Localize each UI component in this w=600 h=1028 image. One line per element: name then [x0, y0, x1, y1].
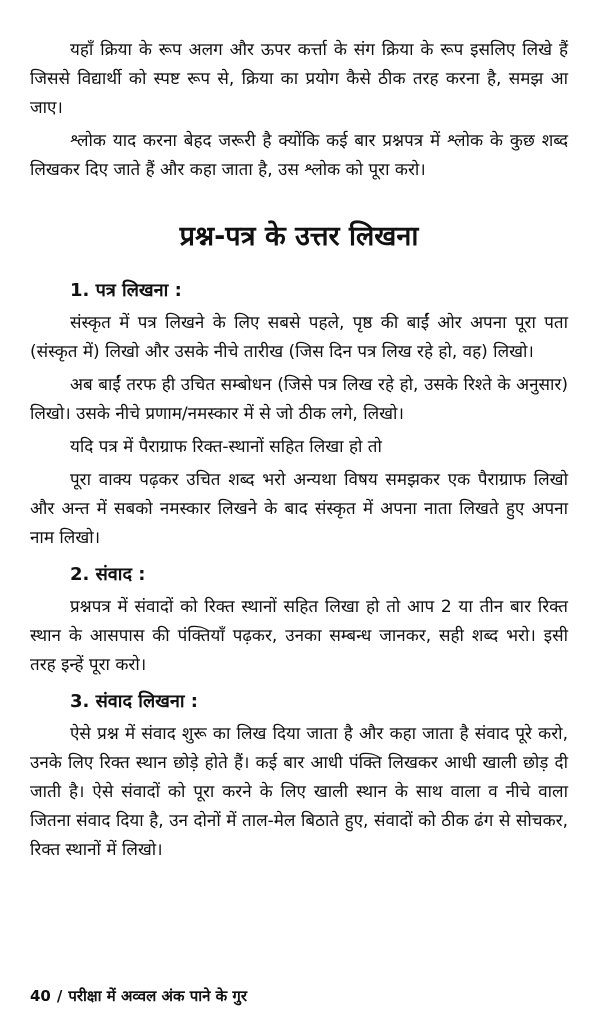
page-number: 40: [30, 987, 51, 1005]
page-footer: [30, 985, 247, 1007]
section-heading: प्रश्न-पत्र के उत्तर लिखना: [179, 221, 419, 252]
intro-paragraph: यहाँ क्रिया के रूप अलग और ऊपर कर्त्ता के संग क्रिया के रूप इसलिए लिखे हैं जिससे विद्यार्थी को स्पष्ट रूप से, क्रिया का प्रयोग कैसे ठीक तरह करना है, समझ आ जाए।: [30, 40, 568, 118]
body-paragraph: संस्कृत में पत्र लिखने के लिए सबसे पहले, पृष्ठ की बाईं ओर अपना पूरा पता (संस्कृत में) लिखो और उसके नीचे तारीख (जिस दिन पत्र लिख रहे हो, वह) लिखो।: [30, 313, 568, 362]
book-title: परीक्षा में अव्वल अंक पाने के गुर: [68, 987, 247, 1005]
subsection-title-dialogue: 2. संवाद :: [70, 564, 146, 585]
body-paragraph: अब बाईं तरफ ही उचित सम्बोधन (जिसे पत्र लिख रहे हो, उसके रिश्ते के अनुसार) लिखो। उसके नीचे प्रणाम/नमस्कार में से जो ठीक लगे, लिखो।: [30, 375, 568, 424]
body-paragraph: यदि पत्र में पैराग्राफ रिक्त-स्थानों सहित लिखा हो तो: [70, 437, 382, 457]
body-paragraph: पूरा वाक्य पढ़कर उचित शब्द भरो अन्यथा विषय समझकर एक पैराग्राफ लिखो और अन्त में सबको नमस्कार लिखने के बाद संस्कृत में अपना नाता लिखते हुए अपना नाम लिखो।: [30, 470, 568, 548]
body-paragraph: प्रश्नपत्र में संवादों को रिक्त स्थानों सहित लिखा हो तो आप 2 या तीन बार रिक्त स्थान के आसपास की पंक्तियाँ पढ़कर, उनका सम्बन्ध जानकर, सही शब्द भरो। इसी तरह इन्हें पूरा करो।: [30, 597, 568, 675]
intro-paragraph: श्लोक याद करना बेहद जरूरी है क्योंकि कई बार प्रश्नपत्र में श्लोक के कुछ शब्द लिखकर दिए जाते हैं और कहा जाता है, उस श्लोक को पूरा करो।: [30, 131, 568, 180]
subsection-title-dialogue-writing: 3. संवाद लिखना :: [70, 691, 198, 712]
body-paragraph: ऐसे प्रश्न में संवाद शुरू का लिख दिया जाता है और कहा जाता है संवाद पूरे करो, उनके लिए रिक्त स्थान छोड़े होते हैं। कई बार आधी पंक्ति लिखकर आधी खाली छोड़ दी जाती है। ऐसे संवादों को पूरा करने के लिए खाली स्थान के साथ वाला व नीचे वाला जितना संवाद दिया है, उन दोनों में ताल-मेल बिठाते हुए, संवादों को ठीक ढंग से सोचकर, रिक्त स्थानों में लिखो।: [30, 724, 568, 860]
subsection-title-letter-writing: 1. पत्र लिखना :: [70, 280, 182, 301]
footer-separator: /: [56, 987, 63, 1005]
